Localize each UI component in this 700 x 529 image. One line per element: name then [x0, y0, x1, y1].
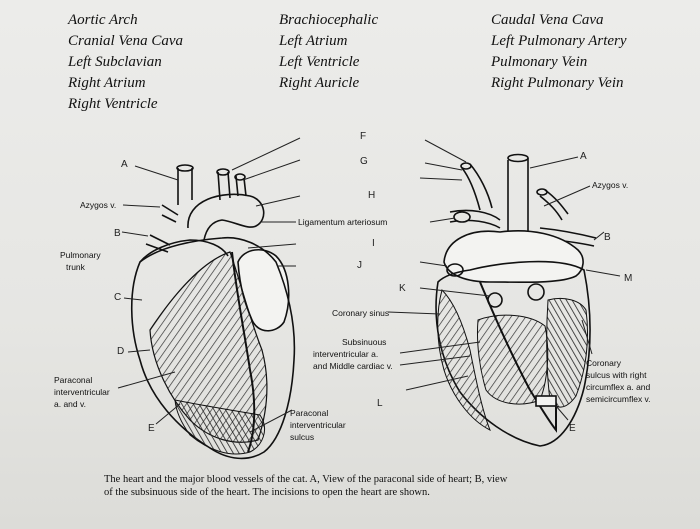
letter-e-left: E — [148, 423, 155, 434]
term-pulmonary-vein: Pulmonary Vein — [491, 54, 588, 70]
term-right-pulmonary-vein: Right Pulmonary Vein — [491, 75, 624, 91]
letter-f: F — [360, 131, 367, 142]
label-subsinuous-1: Subsinuous — [342, 337, 387, 347]
term-right-ventricle: Right Ventricle — [68, 96, 158, 112]
term-right-auricle: Right Auricle — [279, 75, 360, 91]
label-coronary-right-4: semicircumflex v. — [586, 394, 651, 404]
label-coronary-right-3: circumflex a. and — [586, 382, 651, 392]
term-right-atrium: Right Atrium — [68, 75, 146, 91]
letter-d: D — [117, 346, 125, 357]
term-caudal-vena-cava: Caudal Vena Cava — [491, 12, 604, 28]
label-pulmonary-trunk-2: trunk — [66, 262, 85, 272]
letter-a-right: A — [580, 151, 587, 162]
letter-h: H — [368, 190, 376, 201]
letter-a-left: A — [121, 159, 128, 170]
letter-g: G — [360, 156, 368, 167]
figure-caption — [104, 473, 604, 499]
label-paraconal-left-3: a. and v. — [54, 399, 86, 409]
label-coronary-right-2: sulcus with right — [586, 370, 647, 380]
letter-e-right: E — [569, 423, 576, 434]
heart-b-illustration — [436, 155, 596, 447]
label-ligamentum-arteriosum: Ligamentum arteriosum — [298, 217, 388, 227]
term-left-ventricle: Left Ventricle — [279, 54, 360, 70]
label-coronary-sinus: Coronary sinus — [332, 308, 390, 318]
letter-b-left: B — [114, 228, 121, 239]
letter-m: M — [624, 273, 633, 284]
label-azygos-left: Azygos v. — [80, 200, 117, 210]
label-paraconal-mid-1: Paraconal — [290, 408, 329, 418]
label-paraconal-mid-2: interventricular — [290, 420, 346, 430]
term-left-subclavian: Left Subclavian — [68, 54, 162, 70]
term-left-atrium: Left Atrium — [279, 33, 348, 49]
letter-b-right: B — [604, 232, 611, 243]
label-pulmonary-trunk-1: Pulmonary — [60, 250, 101, 260]
heart-a-illustration — [132, 165, 295, 458]
label-subsinuous-2: interventricular a. — [313, 349, 379, 359]
label-paraconal-mid-3: sulcus — [290, 432, 315, 442]
letter-c: C — [114, 292, 122, 303]
label-azygos-right: Azygos v. — [592, 180, 629, 190]
label-subsinuous-3: and Middle cardiac v. — [313, 361, 393, 371]
letter-l: L — [377, 398, 383, 409]
label-paraconal-left-2: interventricular — [54, 387, 110, 397]
caption-line-2: of the subsinuous side of the heart. The incisions to open the heart are shown. — [104, 487, 430, 498]
term-left-pulmonary-artery: Left Pulmonary Artery — [491, 33, 627, 49]
label-coronary-right-1: Coronary — [586, 358, 621, 368]
term-cranial-vena-cava: Cranial Vena Cava — [68, 33, 183, 49]
letter-k: K — [399, 283, 406, 294]
term-brachiocephalic: Brachiocephalic — [279, 12, 379, 28]
letter-i: I — [372, 238, 375, 249]
label-paraconal-left-1: Paraconal — [54, 375, 93, 385]
letter-j: J — [357, 260, 362, 271]
term-aortic-arch: Aortic Arch — [68, 12, 138, 28]
caption-line-1: The heart and the major blood vessels of the cat. A, View of the paraconal side of heart; B, view — [104, 474, 508, 485]
